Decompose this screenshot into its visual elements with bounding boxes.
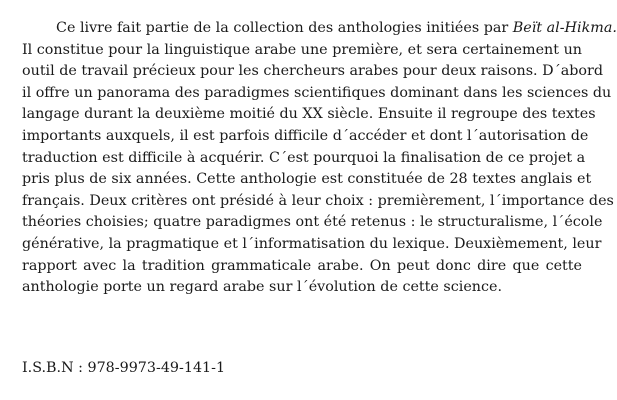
paragraph-line-3: outil de travail précieux pour les chercheurs arabes pour deux raisons. D´abord	[22, 63, 604, 80]
paragraph-line-7: traduction est difficile à acquérir. C´est pourquoi la finalisation de ce projet a	[22, 149, 586, 166]
paragraph-line-4: il offre un panorama des paradigmes scientifiques dominant dans les sciences du	[22, 84, 612, 101]
paragraph-line-12: rapport avec la tradition grammaticale arabe. On peut donc dire que cette	[22, 257, 582, 274]
paragraph-line-5: langage durant la deuxième moitié du XX siècle. Ensuite il regroupe des textes	[22, 106, 596, 123]
paragraph-line-1-text: Ce livre fait partie de la collection des anthologies initiées par	[56, 20, 513, 36]
paragraph-line-2: Il constitue pour la linguistique arabe une première, et sera certainement un	[22, 41, 582, 58]
paragraph-line-10: théories choisies; quatre paradigmes ont été retenus : le structuralisme, l´école	[22, 214, 603, 231]
paragraph-line-13: anthologie porte un regard arabe sur l´évolution de cette science.	[22, 279, 503, 296]
paragraph-line-1	[22, 18, 617, 40]
isbn-number: I.S.B.N : 978-9973-49-141-1	[22, 360, 226, 376]
paragraph-line-6: importants auxquels, il est parfois difficile d´accéder et dont l´autorisation de	[22, 127, 589, 144]
description-paragraph	[22, 18, 617, 299]
paragraph-line-8: pris plus de six années. Cette anthologie est constituée de 28 textes anglais et	[22, 171, 592, 188]
paragraph-line-11: générative, la pragmatique et l´informatisation du lexique. Deuxièmement, leur	[22, 235, 602, 252]
collection-name: Beït al-Hikma.	[512, 20, 617, 36]
paragraph-line-9: français. Deux critères ont présidé à leur choix : premièrement, l´importance des	[22, 192, 614, 209]
